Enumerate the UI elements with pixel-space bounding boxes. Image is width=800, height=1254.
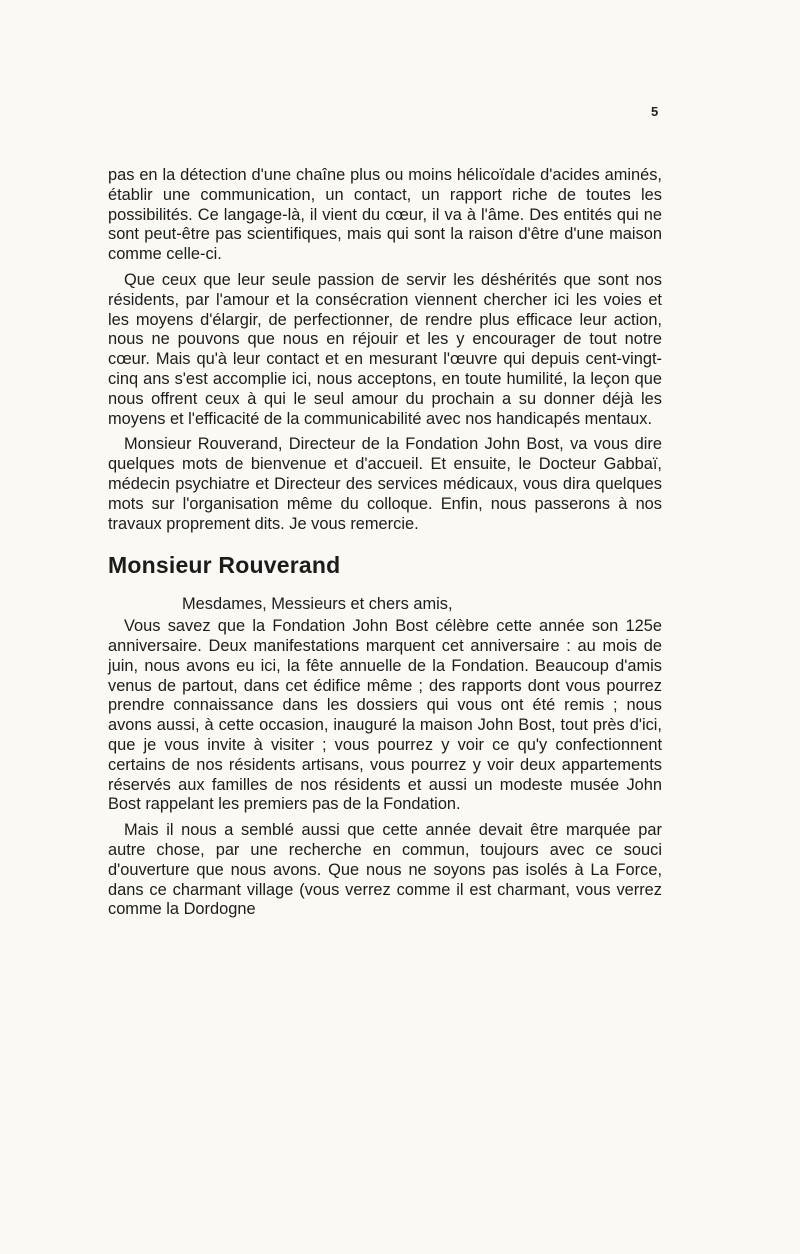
page-number: 5 [651,104,659,119]
paragraph-3: Monsieur Rouverand, Directeur de la Fondation John Bost, va vous dire quelques mots de bienvenue et d'accueil. Et ensuite, le Docteur Gabbaï, médecin psychiatre et Directeur des services médicaux, vous dira quelques mots sur l'organisation même du colloque. Enfin, nous passerons à nos travaux proprement dits. Je vous remercie. [108,435,662,533]
paragraph-1: pas en la détection d'une chaîne plus ou moins hélicoïdale d'acides aminés, établir une communication, un contact, un rapport riche de toutes les possibilités. Ce langage-là, il vient du cœur, il va à l'âme. Des entités qui ne sont peut-être pas scientifiques, mais qui sont la raison d'être d'une maison comme celle-ci. [108,166,662,264]
paragraph-5: Mais il nous a semblé aussi que cette année devait être marquée par autre chose, par une recherche en commun, toujours avec ce souci d'ouverture que nous avons. Que nous ne soyons pas isolés à La Force, dans ce charmant village (vous verrez comme il est charmant, vous verrez comme la Dordogne [108,821,662,919]
section-heading: Monsieur Rouverand [108,552,341,579]
paragraph-4: Vous savez que la Fondation John Bost célèbre cette année son 125e anniversaire. Deux manifestations marquent cet anniversaire : au mois de juin, nous avons eu ici, la fête annuelle de la Fondation. Beaucoup d'amis venus de partout, dans cet édifice même ; des rapports dont vous pourrez prendre connaissance dans les dossiers qui vous ont été remis ; nous avons aussi, à cette occasion, inauguré la maison John Bost, tout près d'ici, que je vous invite à visiter ; vous pourrez y voir ce qu'y confectionnent certains de nos résidents artisans, vous pourrez y voir deux appartements réservés aux familles de nos résidents et aussi un modeste musée John Bost rappelant les premiers pas de la Fondation. [108,617,662,814]
salutation: Mesdames, Messieurs et chers amis, [182,595,453,614]
text-column [108,166,662,920]
paragraph-2: Que ceux que leur seule passion de servir les déshérités que sont nos résidents, par l'amour et la consécration viennent chercher ici les voies et les moyens d'élargir, de perfectionner, de rendre plus efficace leur action, nous ne pouvons que nous en réjouir et les y encourager de tout notre cœur. Mais qu'à leur contact et en mesurant l'œuvre qui depuis cent-vingt-cinq ans s'est accomplie ici, nous acceptons, en toute humilité, la leçon que nous offrent ceux à qui le seul amour du prochain a su donner déjà les moyens et l'efficacité de la communicabilité avec nos handicapés mentaux. [108,270,662,428]
